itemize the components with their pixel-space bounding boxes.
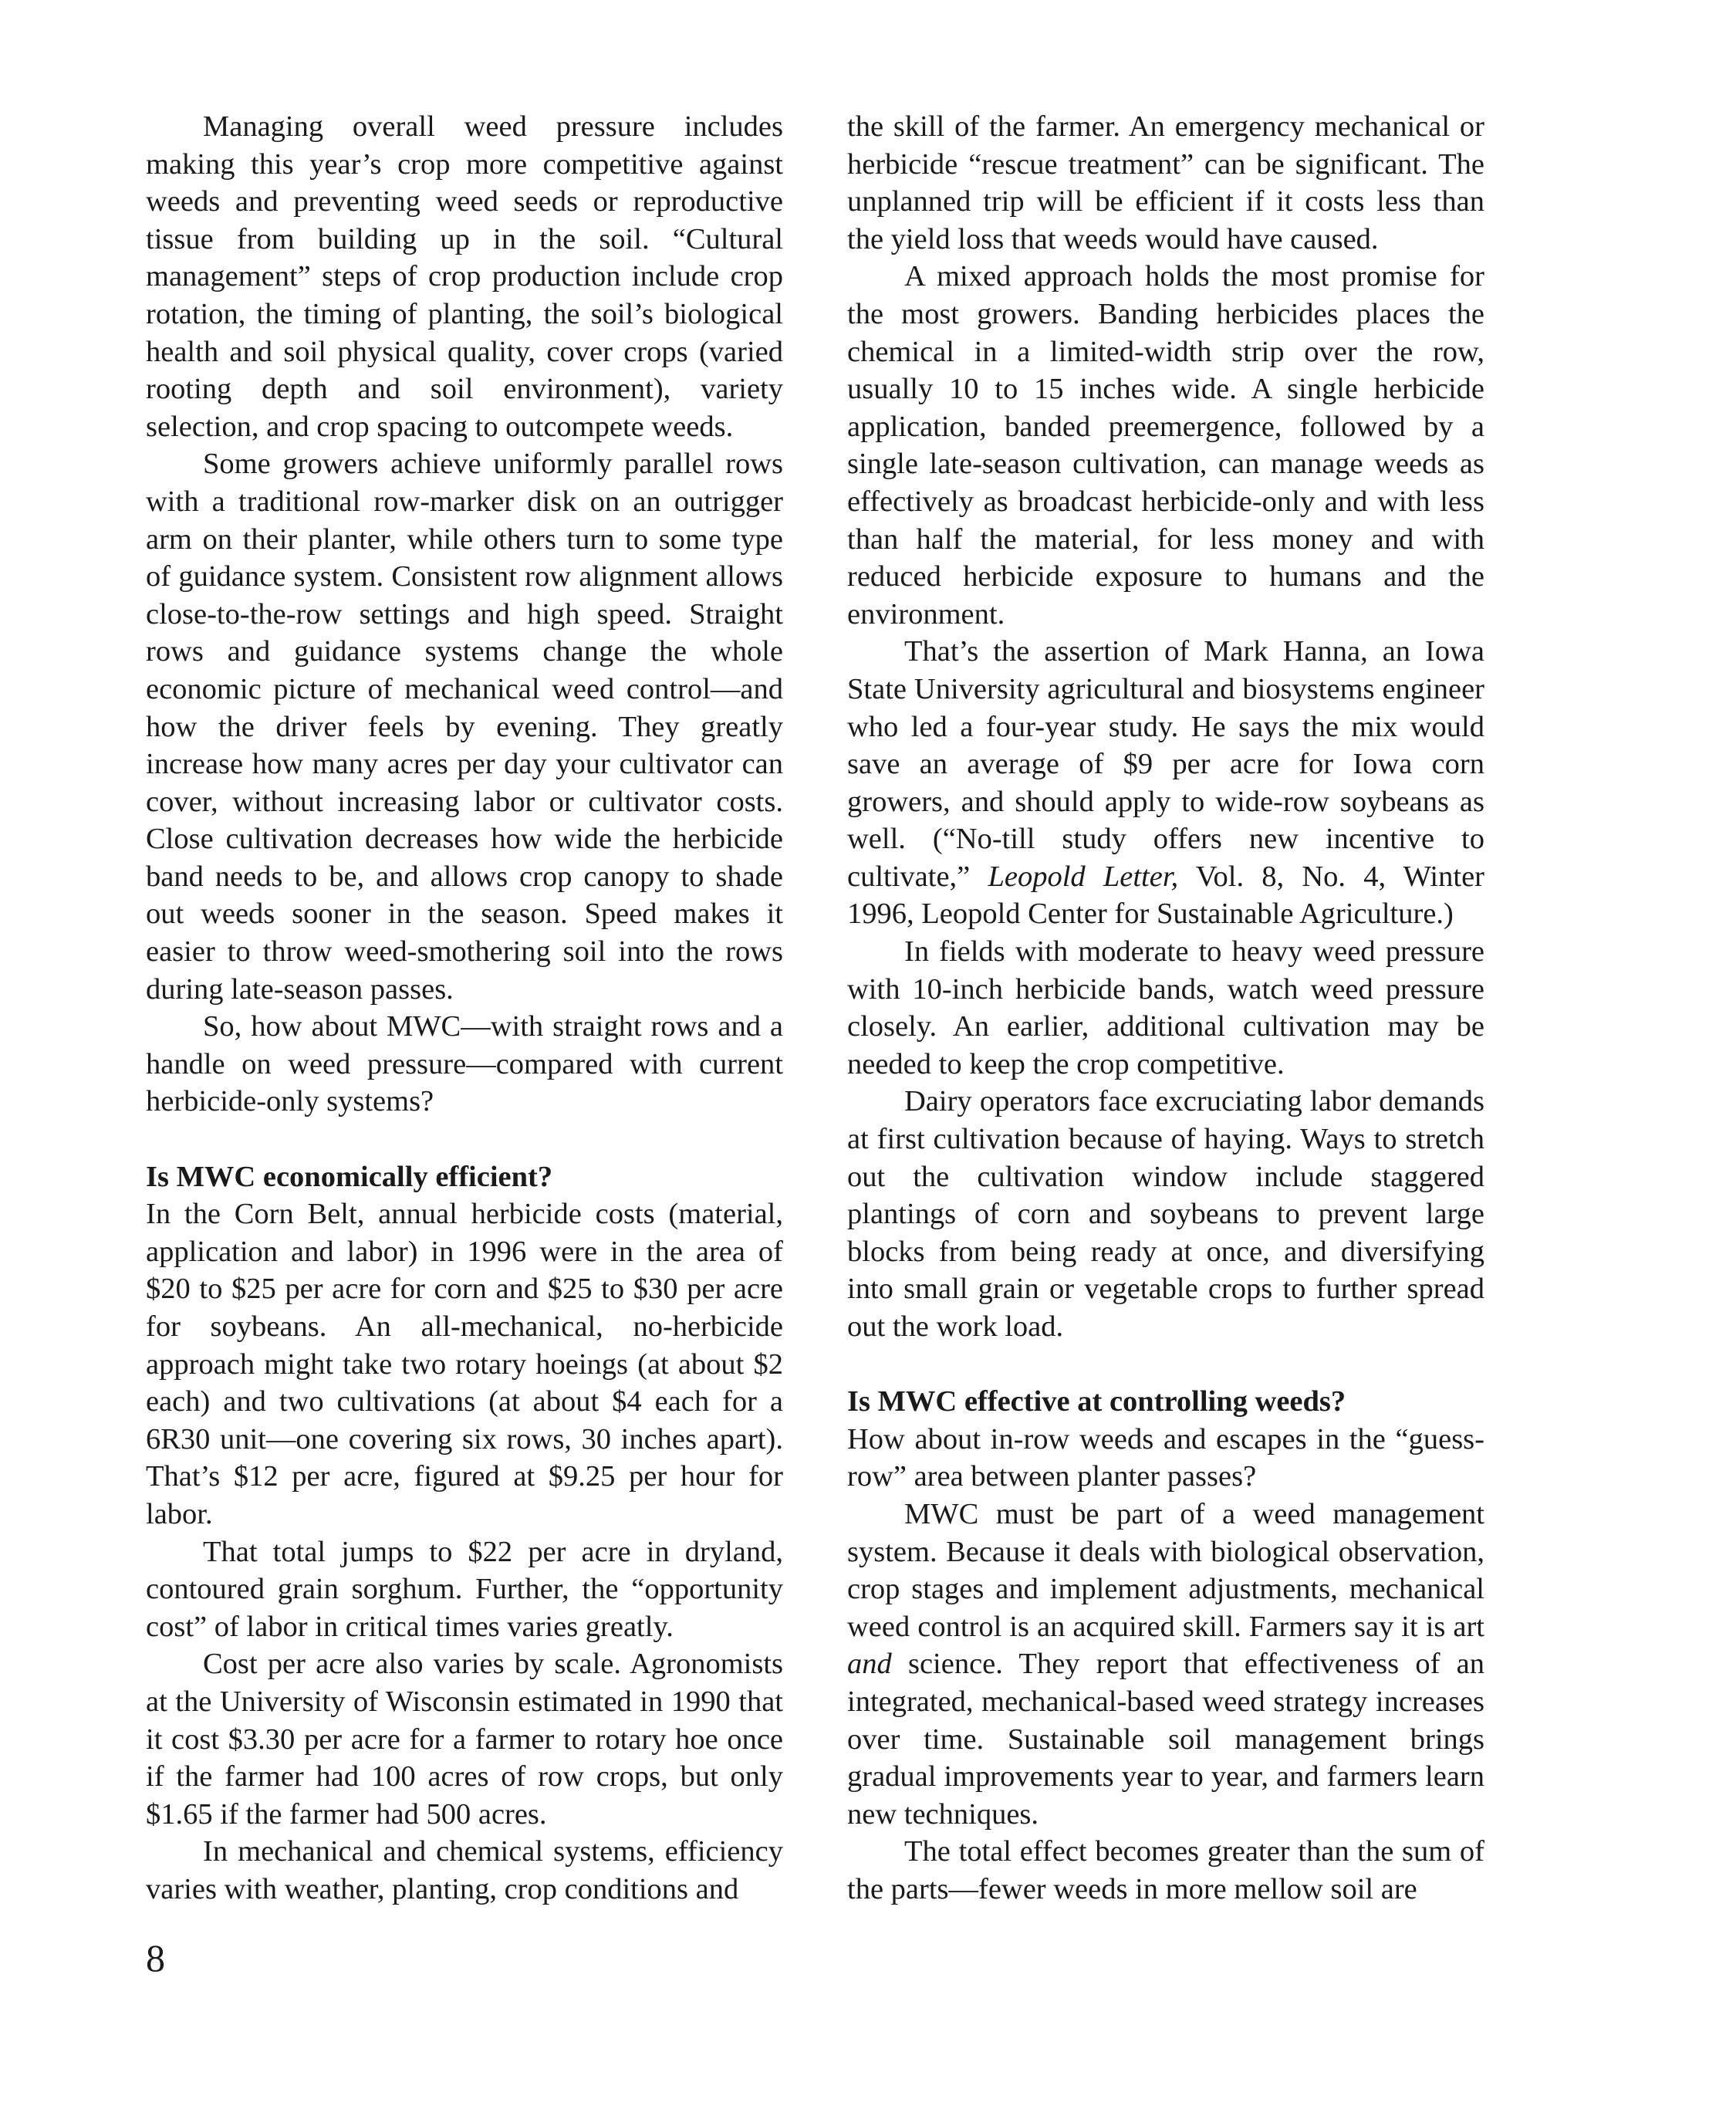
- leopold-letter-citation: Leopold Letter,: [988, 860, 1179, 893]
- right-paragraph-total-effect: The total effect becomes greater than the sum of the parts—fewer weeds in more mellow soil are: [847, 1835, 1484, 1905]
- right-paragraph-weed-pressure: In fields with moderate to heavy weed pressure with 10-inch herbicide bands, watch weed pressure closely. An earlier, additional cultivation may be needed to keep the crop competitive.: [847, 935, 1484, 1080]
- art-and-science-emphasis: and: [847, 1648, 892, 1681]
- management-text-b: science. They report that effectiveness of an integrated, mechanical-based weed strategy increases over time. Sustainable soil management brings gradual improvements year to year, and farmers learn new techniques.: [847, 1648, 1484, 1831]
- heading-weed-control-effectiveness: Is MWC effective at controlling weeds?: [847, 1385, 1346, 1418]
- left-paragraph-dryland-sorghum: That total jumps to $22 per acre in dryland, contoured grain sorghum. Further, the “opportunity cost” of labor in critical times varies greatly.: [146, 1535, 783, 1643]
- right-paragraph-weed-management-system: [847, 1496, 1484, 1833]
- right-paragraph-hanna-study: [847, 633, 1484, 933]
- management-text-a: MWC must be part of a weed management system. Because it deals with biological observation, crop stages and implement adjustments, mechanical weed control is an acquired skill. Farmers say it is art: [847, 1497, 1484, 1643]
- hanna-study-text-b: Vol. 8, No. 4, Winter 1996, Leopold Center for Sustainable Agriculture.): [847, 860, 1484, 931]
- right-paragraph-dairy-operators: Dairy operators face excruciating labor demands at first cultivation because of haying. Ways to stretch out the cultivation window include staggered plantings of corn and soybeans to prevent large blocks from being ready at once, and diversifying into small grain or vegetable crops to further spread out the work load.: [847, 1085, 1484, 1343]
- heading-economic-efficiency: Is MWC economically efficient?: [146, 1160, 553, 1193]
- left-paragraph-cost-by-scale: Cost per acre also varies by scale. Agronomists at the University of Wisconsin estimated in 1990 that it cost $3.30 per acre for a farmer to rotary hoe once if the farmer had 100 acres of row crops, but only $1.65 if the farmer had 500 acres.: [146, 1648, 783, 1831]
- left-paragraph-mwc-question: So, how about MWC—with straight rows and a handle on weed pressure—compared with current herbicide-only systems?: [146, 1010, 783, 1118]
- left-paragraph-cultural-management: Managing overall weed pressure includes making this year’s crop more competitive against weeds and preventing weed seeds or reproductive tissue from building up in the soil. “Cultural management” steps of crop production include crop rotation, the timing of planting, the soil’s biological health and soil physical quality, cover crops (varied rooting depth and soil environment), variety selection, and crop spacing to outcompete weeds.: [146, 110, 783, 443]
- left-paragraph-herbicide-costs: In the Corn Belt, annual herbicide costs (material, application and labor) in 1996 were in the area of $20 to $25 per acre for corn and $25 to $30 per acre for soybeans. An all-mechanical, no-herbicide approach might take two rotary hoeings (at about $2 each) and two cultivations (at about $4 each for a 6R30 unit—one covering six rows, 30 inches apart). That’s $12 per acre, figured at $9.25 per hour for labor.: [146, 1198, 783, 1530]
- right-paragraph-mixed-approach: A mixed approach holds the most promise for the most growers. Banding herbicides places the chemical in a limited-width strip over the row, usually 10 to 15 inches wide. A single herbicide application, banded preemergence, followed by a single late-season cultivation, can manage weeds as effectively as broadcast herbicide-only and with less than half the material, for less money and with reduced herbicide exposure to humans and the environment.: [847, 260, 1484, 631]
- left-column: [146, 108, 783, 1908]
- right-paragraph-in-row-weeds: How about in-row weeds and escapes in the “guess-row” area between planter passes?: [847, 1422, 1484, 1493]
- hanna-study-text-a: That’s the assertion of Mark Hanna, an Iowa State University agricultural and biosystems engineer who led a four-year study. He says the mix would save an average of $9 per acre for Iowa corn growers, and should apply to wide-row soybeans as well. (“No-till study offers new incentive to cultivate,”: [847, 635, 1484, 893]
- left-paragraph-efficiency-varies: In mechanical and chemical systems, efficiency varies with weather, planting, crop conditions and: [146, 1835, 783, 1905]
- right-column: [847, 108, 1484, 1908]
- page-number: 8: [146, 1936, 165, 1979]
- right-paragraph-farmer-skill: the skill of the farmer. An emergency mechanical or herbicide “rescue treatment” can be significant. The unplanned trip will be efficient if it costs less than the yield loss that weeds would have caused.: [847, 110, 1484, 255]
- left-paragraph-row-alignment: Some growers achieve uniformly parallel rows with a traditional row-marker disk on an outrigger arm on their planter, while others turn to some type of guidance system. Consistent row alignment allows close-to-the-row settings and high speed. Straight rows and guidance systems change the whole economic picture of mechanical weed control—and how the driver feels by evening. They greatly increase how many acres per day your cultivator can cover, without increasing labor or cultivator costs. Close cultivation decreases how wide the herbicide band needs to be, and allows crop canopy to shade out weeds sooner in the season. Speed makes it easier to throw weed-smothering soil into the rows during late-season passes.: [146, 448, 783, 1006]
